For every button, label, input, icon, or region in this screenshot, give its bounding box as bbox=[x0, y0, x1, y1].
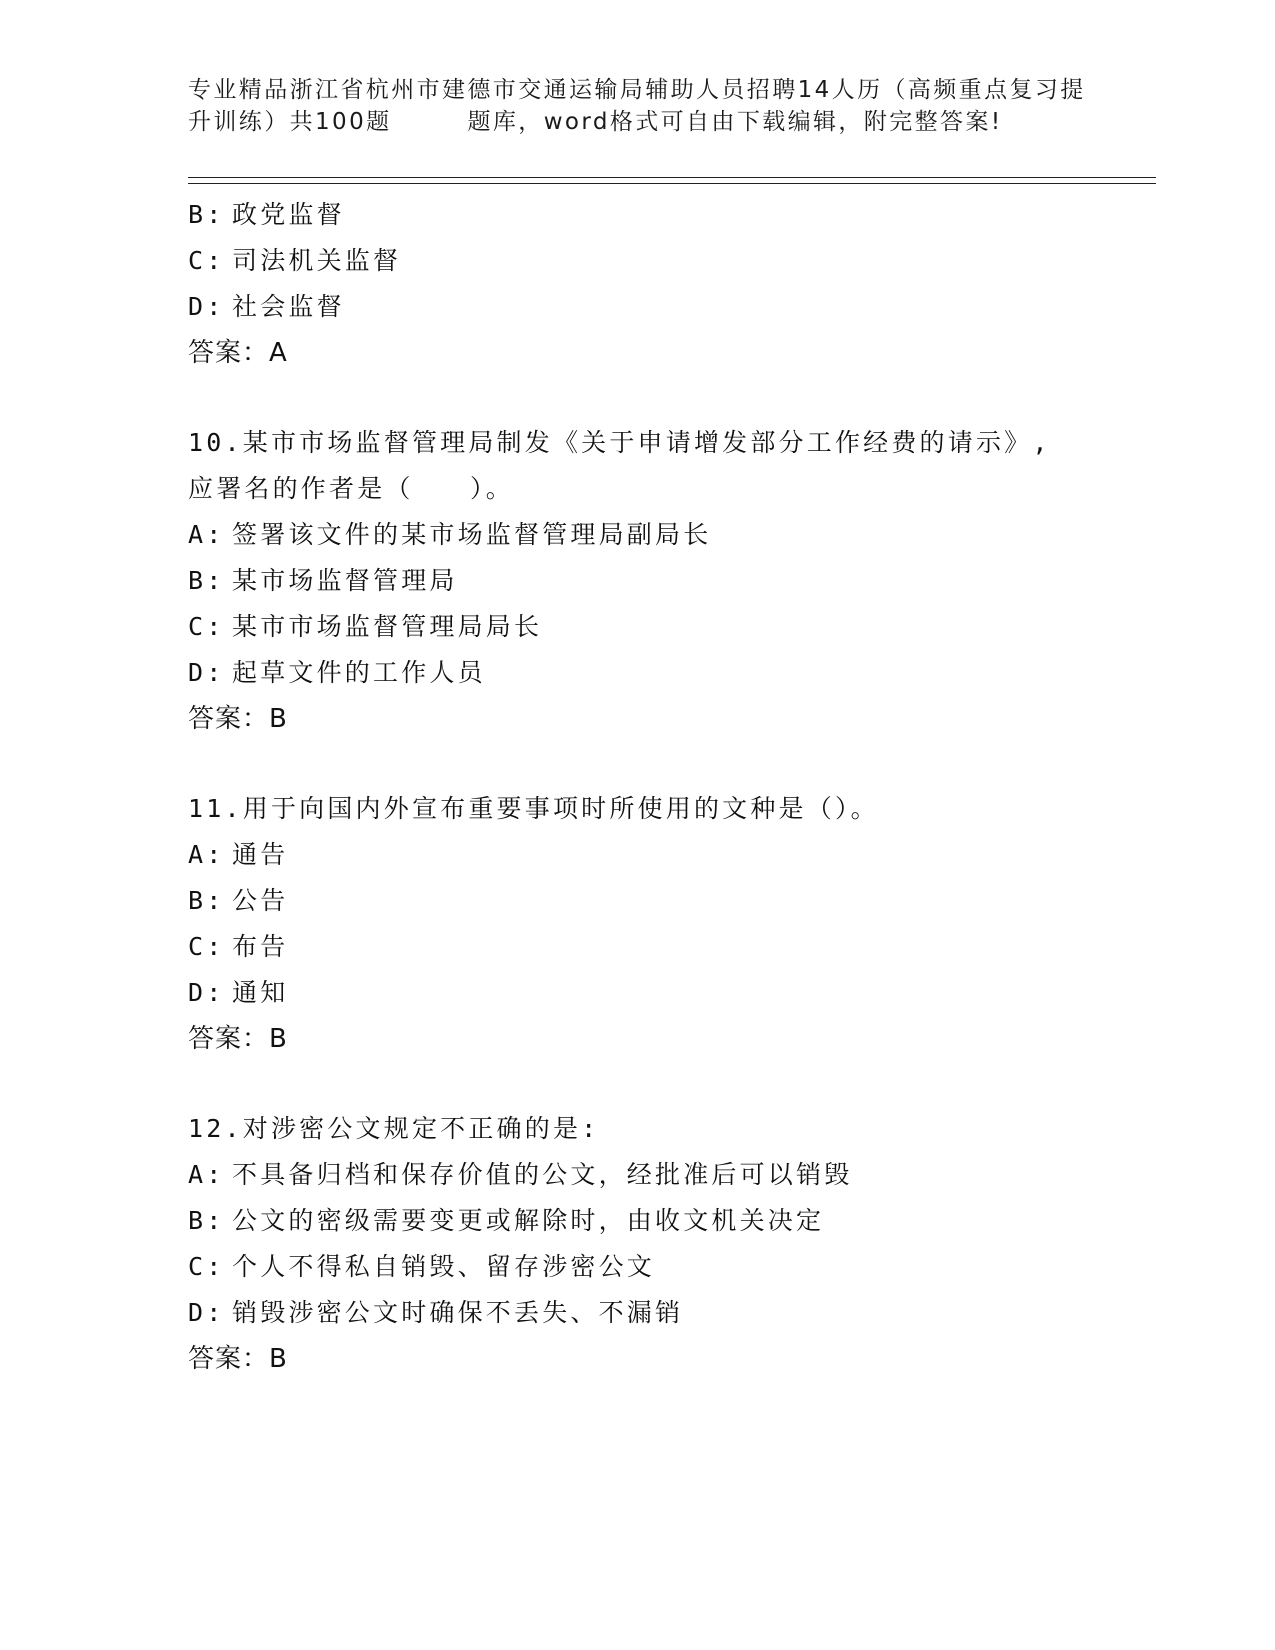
option-text: 签署该文件的某市场监督管理局副局长 bbox=[232, 520, 712, 549]
option-c bbox=[188, 1244, 1088, 1290]
header-line-2-right: 题库，word格式可自由下载编辑，附完整答案! bbox=[467, 109, 1003, 135]
option-text: 政党监督 bbox=[232, 200, 345, 229]
option-label: C: bbox=[188, 1252, 225, 1281]
question-11 bbox=[188, 786, 1088, 1062]
question-list bbox=[188, 192, 1088, 1382]
option-text: 通知 bbox=[232, 978, 289, 1007]
question-stem: 12.对涉密公文规定不正确的是: bbox=[188, 1114, 600, 1143]
option-text: 公告 bbox=[232, 886, 289, 915]
option-label: D: bbox=[188, 1298, 225, 1327]
option-a bbox=[188, 832, 1088, 878]
header-line-2-left: 升训练）共100题 bbox=[188, 109, 392, 135]
option-label: C: bbox=[188, 246, 225, 275]
option-a bbox=[188, 1152, 1088, 1198]
option-d bbox=[188, 284, 1088, 330]
option-text: 个人不得私自销毁、留存涉密公文 bbox=[232, 1252, 656, 1281]
option-text: 不具备归档和保存价值的公文，经批准后可以销毁 bbox=[232, 1160, 853, 1189]
option-label: B: bbox=[188, 886, 225, 915]
answer-text: 答案：B bbox=[188, 704, 288, 734]
answer-text: 答案：B bbox=[188, 1024, 288, 1054]
option-d bbox=[188, 1290, 1088, 1336]
option-text: 公文的密级需要变更或解除时，由收文机关决定 bbox=[232, 1206, 825, 1235]
question-10 bbox=[188, 420, 1088, 742]
option-label: B: bbox=[188, 1206, 225, 1235]
option-label: A: bbox=[188, 1160, 225, 1189]
option-d bbox=[188, 970, 1088, 1016]
option-text: 社会监督 bbox=[232, 292, 345, 321]
option-label: B: bbox=[188, 566, 225, 595]
header-rule-top bbox=[188, 177, 1156, 178]
option-text: 某市市场监督管理局局长 bbox=[232, 612, 543, 641]
answer-text: 答案：A bbox=[188, 338, 288, 368]
option-text: 某市场监督管理局 bbox=[232, 566, 458, 595]
question-12 bbox=[188, 1106, 1088, 1382]
option-text: 司法机关监督 bbox=[232, 246, 402, 275]
option-b bbox=[188, 1198, 1088, 1244]
option-c bbox=[188, 924, 1088, 970]
question-9 bbox=[188, 192, 1088, 376]
question-stem: 10.某市市场监督管理局制发《关于申请增发部分工作经费的请示》, bbox=[188, 428, 1051, 457]
option-label: A: bbox=[188, 520, 225, 549]
page-header bbox=[188, 74, 1088, 138]
option-label: D: bbox=[188, 978, 225, 1007]
answer-text: 答案：B bbox=[188, 1344, 288, 1374]
header-line-2 bbox=[188, 106, 1088, 138]
option-b bbox=[188, 558, 1088, 604]
option-label: D: bbox=[188, 658, 225, 687]
option-text: 起草文件的工作人员 bbox=[232, 658, 486, 687]
option-text: 销毁涉密公文时确保不丢失、不漏销 bbox=[232, 1298, 684, 1327]
option-c bbox=[188, 604, 1088, 650]
option-label: D: bbox=[188, 292, 225, 321]
option-text: 布告 bbox=[232, 932, 289, 961]
option-label: C: bbox=[188, 932, 225, 961]
option-label: B: bbox=[188, 200, 225, 229]
header-line-1: 专业精品浙江省杭州市建德市交通运输局辅助人员招聘14人历（高频重点复习提 bbox=[188, 77, 1086, 103]
option-a bbox=[188, 512, 1088, 558]
question-stem: 11.用于向国内外宣布重要事项时所使用的文种是（）。 bbox=[188, 794, 879, 823]
option-b bbox=[188, 878, 1088, 924]
option-label: A: bbox=[188, 840, 225, 869]
question-stem-continued: 应署名的作者是（ ）。 bbox=[188, 474, 514, 503]
option-c bbox=[188, 238, 1088, 284]
option-b bbox=[188, 192, 1088, 238]
header-rule-bottom bbox=[188, 183, 1156, 184]
option-d bbox=[188, 650, 1088, 696]
option-text: 通告 bbox=[232, 840, 289, 869]
option-label: C: bbox=[188, 612, 225, 641]
